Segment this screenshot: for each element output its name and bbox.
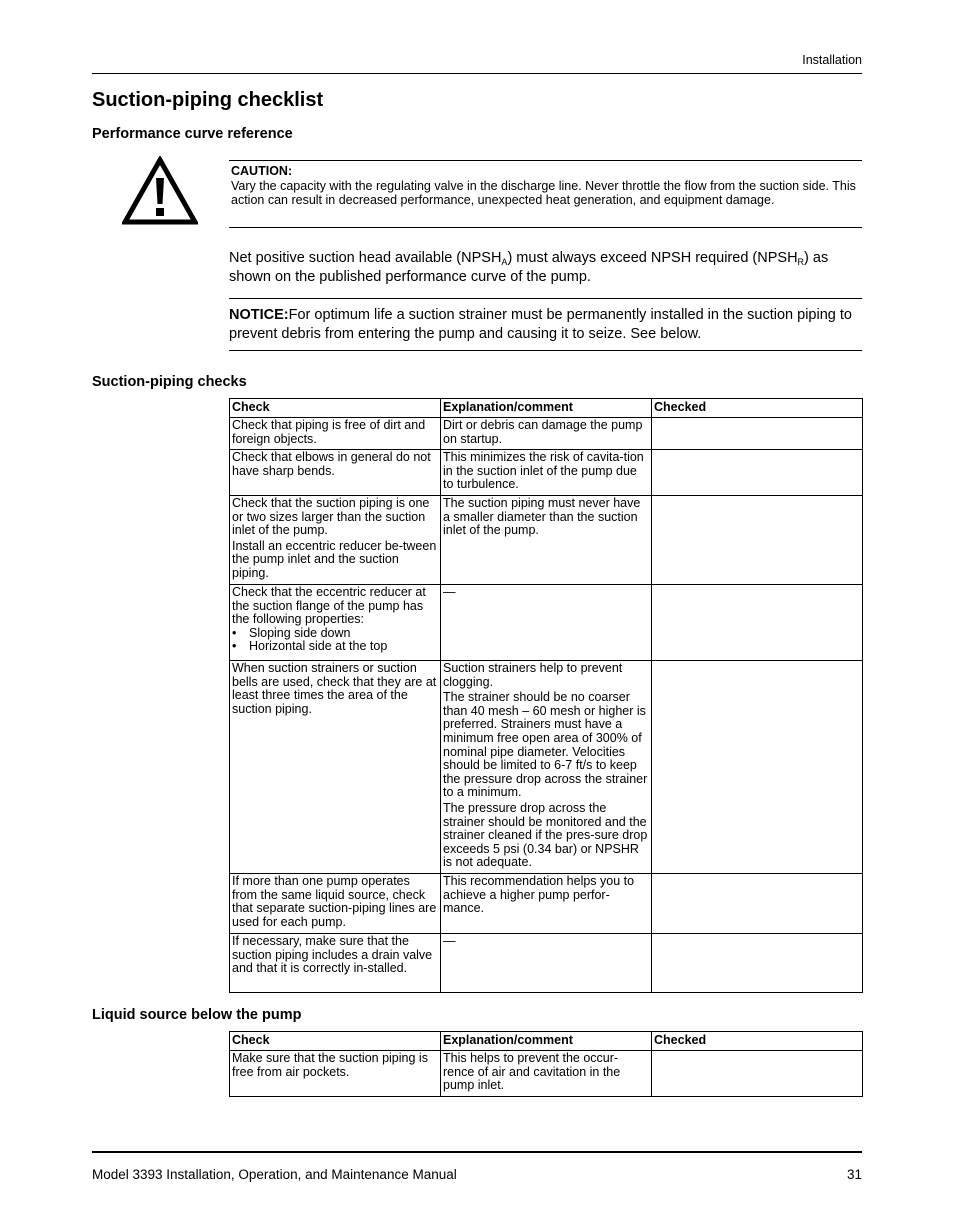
section-heading-liquid-source: Liquid source below the pump	[92, 1007, 302, 1023]
column-header-checked: Checked	[652, 399, 863, 418]
column-header-checked: Checked	[652, 1032, 863, 1051]
check-cell: When suction strainers or suction bells are used, check that they are at least three times the area of the suction piping.	[230, 661, 441, 874]
explanation-cell: —	[441, 585, 652, 661]
checked-cell	[652, 874, 863, 934]
column-header-explanation: Explanation/comment	[441, 399, 652, 418]
notice-rule-top	[229, 298, 862, 299]
checked-cell	[652, 496, 863, 585]
liquid-source-table	[229, 1031, 863, 1097]
warning-triangle-icon	[122, 156, 198, 226]
table-row	[230, 585, 863, 661]
check-cell: Check that the suction piping is one or two sizes larger than the suction inlet of the pump. Install an eccentric reducer be-tween the pump inlet and the suction piping.	[230, 496, 441, 585]
table-row	[230, 661, 863, 874]
table-row	[230, 874, 863, 934]
header-rule	[92, 73, 862, 74]
table-row	[230, 934, 863, 993]
check-cell: Check that piping is free of dirt and foreign objects.	[230, 418, 441, 450]
table-row	[230, 496, 863, 585]
column-header-check: Check	[230, 1032, 441, 1051]
checked-cell	[652, 585, 863, 661]
caution-rule-bottom	[229, 227, 862, 228]
explanation-cell: This helps to prevent the occur-rence of air and cavitation in the pump inlet.	[441, 1051, 652, 1097]
checked-cell	[652, 1051, 863, 1097]
list-item: • Horizontal side at the top	[232, 640, 438, 654]
page-number: 31	[846, 1167, 862, 1182]
running-header: Installation	[802, 53, 862, 67]
footer-manual-title: Model 3393 Installation, Operation, and Maintenance Manual	[92, 1167, 457, 1182]
check-cell: If more than one pump operates from the same liquid source, check that separate suction-piping lines are used for each pump.	[230, 874, 441, 934]
caution-label: CAUTION:	[231, 164, 293, 178]
check-cell: Make sure that the suction piping is free from air pockets.	[230, 1051, 441, 1097]
check-cell: Check that elbows in general do not have sharp bends.	[230, 450, 441, 496]
footer-rule	[92, 1151, 862, 1153]
explanation-cell: Suction strainers help to prevent clogging. The strainer should be no coarser than 40 mesh – 60 mesh or higher is preferred. Strainers must have a minimum free open area of 300% of nominal pipe diameter. Velocities should be limited to 6-7 ft/s to keep the pressure drop across the strainer to a minimum. The pressure drop across the strainer should be monitored and the strainer cleaned if the pres-sure drop exceeds 5 psi (0.34 bar) or NPSHR is not adequate.	[441, 661, 652, 874]
column-header-explanation: Explanation/comment	[441, 1032, 652, 1051]
explanation-cell: —	[441, 934, 652, 993]
section-heading-checks: Suction-piping checks	[92, 374, 247, 390]
checked-cell	[652, 418, 863, 450]
notice-rule-bottom	[229, 350, 862, 351]
check-cell: Check that the eccentric reducer at the suction flange of the pump has the following properties: • Sloping side down • Horizontal side at the top	[230, 585, 441, 661]
page-title: Suction-piping checklist	[92, 89, 324, 111]
npsh-paragraph: Net positive suction head available $(NPSH_A)$ must always exceed NPSH required $(NPSH_R)$ as shown on the published performance curve of the pump.	[229, 250, 829, 285]
table-row	[230, 450, 863, 496]
notice-label: NOTICE:	[229, 307, 289, 323]
column-header-check: Check	[230, 399, 441, 418]
table-row	[230, 1051, 863, 1097]
list-item: • Sloping side down	[232, 627, 438, 641]
table-header-row	[230, 399, 863, 418]
check-cell: If necessary, make sure that the suction piping includes a drain valve and that it is correctly in-stalled.	[230, 934, 441, 993]
table-row	[230, 418, 863, 450]
suction-piping-checks-table	[229, 398, 863, 993]
checked-cell	[652, 661, 863, 874]
notice-text: For optimum life a suction strainer must be permanently installed in the suction piping to prevent debris from entering the pump and causing it to seize. See below.	[229, 307, 852, 342]
explanation-cell: This minimizes the risk of cavita-tion in the suction inlet of the pump due to turbulence.	[441, 450, 652, 496]
caution-text: Vary the capacity with the regulating valve in the discharge line. Never throttle the flow from the suction side. This action can result in decreased performance, unexpected heat generation, and equipment damage.	[231, 179, 856, 208]
notice-paragraph	[229, 306, 862, 343]
explanation-cell: This recommendation helps you to achieve a higher pump perfor-mance.	[441, 874, 652, 934]
section-heading-performance: Performance curve reference	[92, 126, 293, 142]
checked-cell	[652, 450, 863, 496]
explanation-cell: Dirt or debris can damage the pump on startup.	[441, 418, 652, 450]
checked-cell	[652, 934, 863, 993]
explanation-cell: The suction piping must never have a smaller diameter than the suction inlet of the pump.	[441, 496, 652, 585]
caution-rule-top	[229, 160, 862, 161]
table-header-row	[230, 1032, 863, 1051]
bullet-list	[232, 627, 438, 654]
